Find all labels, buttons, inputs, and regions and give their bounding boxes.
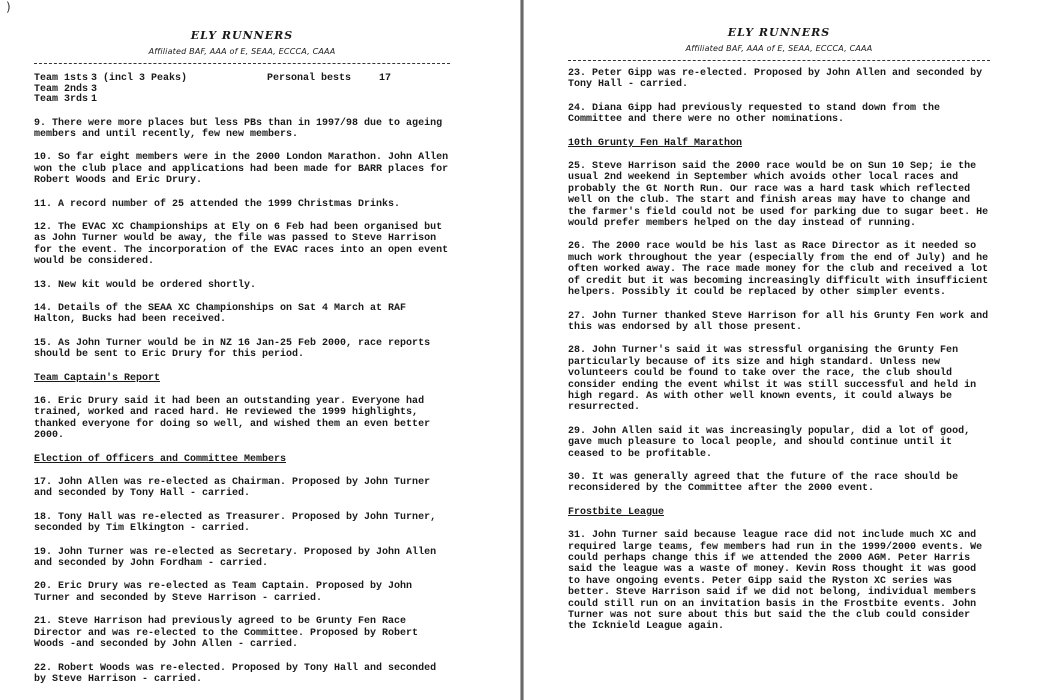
- paragraph-12: 12. The EVAC XC Championships at Ely on 6 Feb had been organised but as John Turner would be away, the file was passed to Steve Harrison for the event. The incorporation of the EVAC races into an open event would be considered.: [34, 221, 449, 268]
- paragraph-16: 16. Eric Drury said it had been an outstanding year. Everyone had trained, worked and raced hard. He reviewed the 1999 highlights, thanked everyone for doing so well, and wished them an even better 2000.: [34, 396, 431, 442]
- paragraph-23: 23. Peter Gipp was re-elected. Proposed by John Allen and seconded by Tony Hall - carried.: [568, 68, 983, 91]
- affiliation-line: Affiliated BAF, AAA of E, SEAA, ECCCA, CAAA: [685, 44, 873, 53]
- stat-value: 3 (incl 3 Peaks): [91, 73, 188, 84]
- paragraph-24: 24. Diana Gipp had previously requested to stand down from the Committee and there were no other nominations.: [568, 102, 941, 126]
- stat-value: 1: [91, 94, 98, 105]
- paragraph-30: 30. It was generally agreed that the future of the race should be reconsidered by the Committee after the 2000 event.: [568, 471, 959, 495]
- team-stats: [34, 74, 450, 106]
- section-heading-grunty-fen: 10th Grunty Fen Half Marathon: [568, 137, 743, 149]
- paragraph-27: 27. John Turner thanked Steve Harrison for all his Grunty Fen work and this was endorsed by all those present.: [568, 310, 989, 333]
- paragraph-13: 13. New kit would be ordered shortly.: [34, 279, 257, 291]
- stat-label: Team 3rds: [34, 94, 89, 105]
- section-heading-election: Election of Officers and Committee Members: [34, 453, 287, 465]
- paragraph-28: 28. John Turner's said it was stressful organising the Grunty Fen particularly because of its size and high standard. Unless new volunteers could be found to take over the race, the club should consider ending the event whilst it was still successful and held in high regard. As with other well known events, it could always be resurrected.: [568, 345, 977, 414]
- right-page: [524, 0, 1044, 700]
- club-title: ELY RUNNERS: [727, 26, 831, 39]
- personal-bests-label: Personal bests: [267, 73, 352, 84]
- stat-label: Team 1sts: [34, 73, 89, 84]
- paragraph-25: 25. Steve Harrison said the 2000 race would be on Sun 10 Sep; ie the usual 2nd weekend in September which avoids other local races and probably the Gt North Run. Our race was a hard task which reflected well on the club. The start and finish areas may have to change and the farmer's field could not be used for parking due to sugar beet. He would prefer members helped on the day instead of running.: [568, 161, 989, 230]
- paragraph-21: 21. Steve Harrison had previously agreed to be Grunty Fen Race Director and was re-elected to the Committee. Proposed by Robert Woods -and seconded by John Allen - carried.: [34, 616, 419, 651]
- stat-row: [34, 95, 450, 106]
- header-rule: [568, 60, 990, 61]
- paragraph-29: 29. John Allen said it was increasingly popular, did a lot of good, gave much pleasure to local people, and should continue until it ceased to be profitable.: [568, 425, 971, 460]
- paragraph-20: 20. Eric Drury was re-elected as Team Captain. Proposed by John Turner and seconded by Steve Harrison - carried.: [34, 581, 413, 604]
- paragraph-14: 14. Details of the SEAA XC Championships on Sat 4 March at RAF Halton, Bucks had been received.: [34, 302, 407, 326]
- paragraph-19: 19. John Turner was re-elected as Secretary. Proposed by John Allen and seconded by John Fordham - carried.: [34, 546, 437, 570]
- paragraph-17: 17. John Allen was re-elected as Chairman. Proposed by John Turner and seconded by Tony Hall - carried.: [34, 477, 431, 500]
- paragraph-10: 10. So far eight members were in the 2000 London Marathon. John Allen won the club place and applications had been made for BARR places for Robert Woods and Eric Drury.: [34, 152, 449, 187]
- header-rule: [34, 63, 450, 64]
- section-heading-frostbite: Frostbite League: [568, 506, 665, 518]
- stat-row: [34, 74, 450, 85]
- paragraph-31: 31. John Turner said because league race did not include much XC and required large teams, few members had run in the 1999/2000 events. We could perhaps change this if we attended the 2000 AGM. Peter Harris said the league was a waste of money. Kevin Ross thought it was good to have ongoing events. Peter Gipp said the Ryston XC series was better. Steve Harrison said if we did not belong, individual members could still run on an invitation basis in the Frostbite events. John Turner was not sure about this but said the the club could consider the Icknield League again.: [568, 530, 983, 633]
- section-heading-team-captain: Team Captain's Report: [34, 372, 161, 384]
- personal-bests-value: 17: [379, 73, 392, 84]
- paragraph-18: 18. Tony Hall was re-elected as Treasurer. Proposed by John Turner, seconded by Tim Elkington - carried.: [34, 511, 437, 535]
- stat-value: 3: [91, 83, 98, 95]
- stat-label: Team 2nds: [34, 83, 89, 95]
- affiliation-line: Affiliated BAF, AAA of E, SEAA, ECCCA, CAAA: [148, 47, 336, 56]
- paragraph-15: 15. As John Turner would be in NZ 16 Jan-25 Feb 2000, race reports should be sent to Eric Drury for this period.: [34, 337, 431, 361]
- corner-mark: ): [6, 0, 11, 14]
- paragraph-22: 22. Robert Woods was re-elected. Proposed by Tony Hall and seconded by Steve Harrison - carried.: [34, 662, 437, 685]
- left-page: [0, 0, 520, 700]
- paragraph-9: 9. There were more places but less PBs than in 1997/98 due to ageing members and until recently, few new members.: [34, 117, 443, 140]
- paragraph-26: 26. The 2000 race would be his last as Race Director as it needed so much work throughout the year (especially from the end of July) and he often worked away. The race made money for the club and received a lot of credit but it was becoming increasingly difficult with insufficient helpers. Possibly it could be replaced by other simpler events.: [568, 241, 989, 299]
- club-title: ELY RUNNERS: [190, 29, 294, 42]
- paragraph-11: 11. A record number of 25 attended the 1999 Christmas Drinks.: [34, 198, 401, 210]
